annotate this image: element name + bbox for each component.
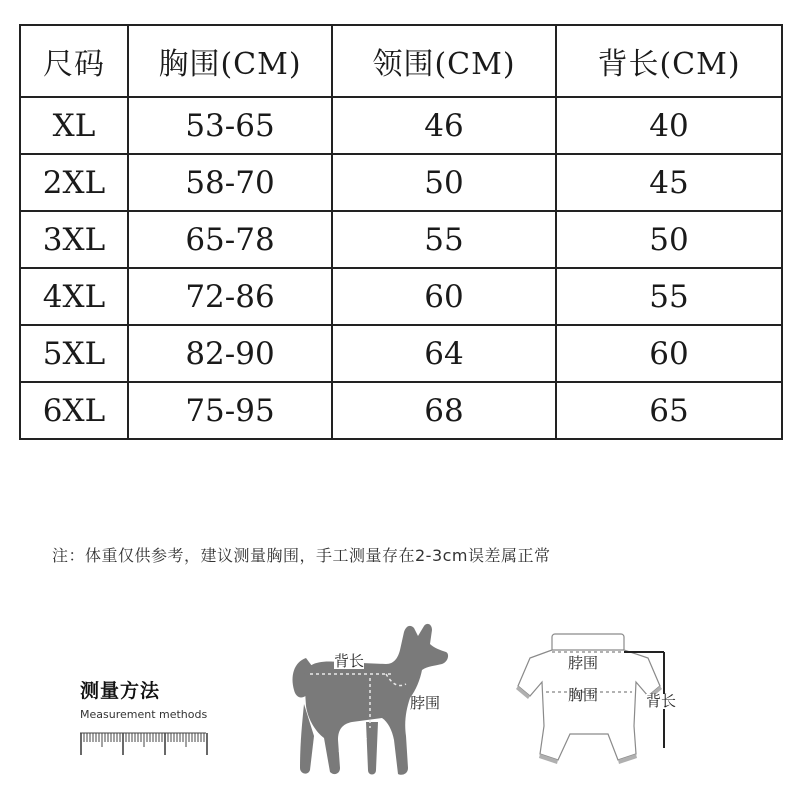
method-title: 测量方法 [80, 680, 161, 702]
dog-back-length-label: 背长 [334, 652, 365, 670]
cell-neck: 64 [332, 325, 556, 382]
cell-size: 5XL [20, 325, 128, 382]
cell-neck: 55 [332, 211, 556, 268]
garment-back-length-label: 背长 [646, 692, 677, 710]
table-row [20, 325, 782, 382]
cell-chest: 58-70 [128, 154, 332, 211]
cell-neck: 68 [332, 382, 556, 439]
dog-diagram [282, 618, 468, 794]
cell-chest: 65-78 [128, 211, 332, 268]
table-row [20, 97, 782, 154]
cell-size: 4XL [20, 268, 128, 325]
cell-back-length: 40 [556, 97, 782, 154]
cell-back-length: 65 [556, 382, 782, 439]
garment-neck-label: 脖围 [568, 654, 599, 672]
size-chart-table [19, 24, 783, 440]
cell-neck: 60 [332, 268, 556, 325]
cell-chest: 53-65 [128, 97, 332, 154]
cell-back-length: 60 [556, 325, 782, 382]
cell-size: 6XL [20, 382, 128, 439]
cell-neck: 50 [332, 154, 556, 211]
table-header-row [20, 25, 782, 97]
cell-back-length: 55 [556, 268, 782, 325]
dog-silhouette-icon [282, 618, 468, 794]
table-row [20, 268, 782, 325]
table-row [20, 211, 782, 268]
cell-chest: 82-90 [128, 325, 332, 382]
cell-neck: 46 [332, 97, 556, 154]
cell-size: XL [20, 97, 128, 154]
ruler-icon [80, 730, 210, 756]
dog-chest-label: 胸围 [338, 736, 369, 754]
table-row [20, 382, 782, 439]
cell-size: 3XL [20, 211, 128, 268]
table-row [20, 154, 782, 211]
header-size: 尺码 [20, 25, 128, 97]
header-chest: 胸围(CM) [128, 25, 332, 97]
header-neck: 领围(CM) [332, 25, 556, 97]
cell-size: 2XL [20, 154, 128, 211]
garment-chest-label: 胸围 [568, 686, 599, 704]
method-subtitle: Measurement methods [80, 708, 208, 721]
header-back-length: 背长(CM) [556, 25, 782, 97]
measurement-note: 注：体重仅供参考，建议测量胸围，手工测量存在2-3cm误差属正常 [52, 546, 551, 565]
cell-back-length: 45 [556, 154, 782, 211]
garment-diagram [512, 630, 692, 788]
cell-chest: 72-86 [128, 268, 332, 325]
cell-back-length: 50 [556, 211, 782, 268]
dog-neck-label: 脖围 [410, 694, 441, 712]
cell-chest: 75-95 [128, 382, 332, 439]
